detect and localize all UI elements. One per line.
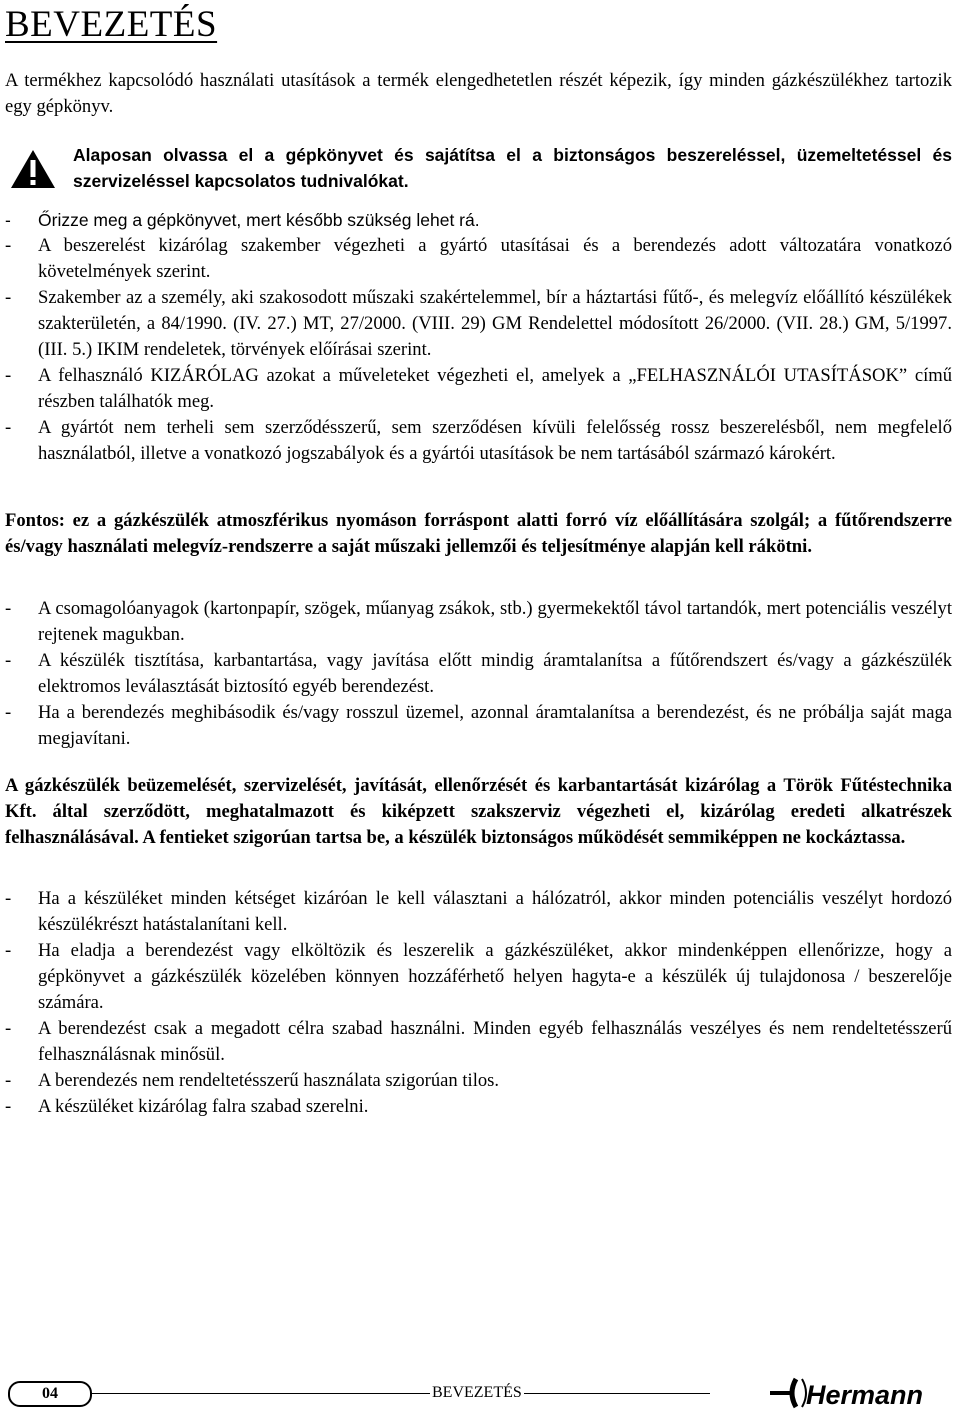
page-title: BEVEZETÉS xyxy=(5,4,218,45)
list-item: - Ha eladja a berendezést vagy elköltözik és leszerelik a gázkészüléket, akkor mindenképpen ellenőrizze, hogy a gépkönyvet a gázkészülék közelében könnyen hozzáférhető helyen hagyta-e a készülék új tulajdonosa / beszerelője számára. xyxy=(5,940,952,1013)
warning-triangle-icon xyxy=(10,148,56,190)
list-safety xyxy=(5,596,952,752)
list-item: - Szakember az a személy, aki szakosodott műszaki szakértelemmel, bír a háztartási fűtő-, és melegvíz előállító készülékek szakterületén, a 84/1990. (IV. 27.) MT, 27/2000. (VIII. 29) GM Rendelettel módosított 26/2000. (VII. 28.) GM, 5/1997. (III. 5.) IKIM rendeletek, törvények előírásai szerint. xyxy=(5,287,952,360)
list-item: - Ha a készüléket minden kétséget kizáróan le kell választani a hálózatról, akkor minden potenciális veszélyt hordozó készülékrészt hatástalanítani kell. xyxy=(5,888,952,935)
list-item: - Ha a berendezés meghibásodik és/vagy rosszul üzemel, azonnal áramtalanítsa a berendezést, és ne próbálja saját maga megjavítani. xyxy=(5,702,952,749)
list-general xyxy=(5,207,952,467)
intro-paragraph: A termékhez kapcsolódó használati utasítások a termék elengedhetetlen részét képezik, így minden gázkészülékhez tartozik egy gépkönyv. xyxy=(5,70,952,117)
footer-section-title: BEVEZETÉS xyxy=(432,1384,522,1401)
list-item: - A berendezés nem rendeltetésszerű használata szigorúan tilos. xyxy=(5,1070,500,1091)
page-footer xyxy=(0,1375,960,1411)
footer-rule xyxy=(92,1393,710,1394)
list-item: - A berendezést csak a megadott célra szabad használni. Minden egyéb felhasználás veszélyes és nem rendeltetésszerű felhasználásnak minősül. xyxy=(5,1018,952,1065)
list-item: - A készüléket kizárólag falra szabad szerelni. xyxy=(5,1096,369,1117)
list-item: - Őrizze meg a gépkönyvet, mert később szükség lehet rá. xyxy=(5,210,480,230)
list-usage xyxy=(5,886,952,1120)
svg-text:Hermann: Hermann xyxy=(806,1380,924,1409)
service-notice: A gázkészülék beüzemelését, szervizelését, javítását, ellenőrzését és karbantartását kizárólag a Török Fűtéstechnika Kft. által szerződött, meghatalmazott és kiképzett szakszerviz végezheti el, kizárólag eredeti alkatrészek felhasználásával. A fentieket szigorúan tartsa be, a készülék biztonságos működését semmiképpen ne kockáztassa. xyxy=(5,775,952,848)
page-number: 04 xyxy=(8,1381,92,1407)
list-item: - A felhasználó KIZÁRÓLAG azokat a műveleteket végezheti el, amelyek a „FELHASZNÁLÓI UTASÍTÁSOK” című részben találhatók meg. xyxy=(5,365,952,412)
list-item: - A készülék tisztítása, karbantartása, vagy javítása előtt mindig áramtalanítsa a fűtőrendszert és/vagy a gázkészülék elektromos leválasztását biztosító egyéb berendezést. xyxy=(5,650,952,697)
list-item: - A beszerelést kizárólag szakember végezheti a gyártó utasításai és a berendezés adott változatára vonatkozó követelmények szerint. xyxy=(5,235,952,282)
important-notice: Fontos: ez a gázkészülék atmoszférikus nyomáson forráspont alatti forró víz előállítására szolgál; a fűtőrendszerre és/vagy használati melegvíz-rendszerre a saját műszaki jellemzői és teljesítménye alapján kell rákötni. xyxy=(5,510,952,557)
warning-text: Alaposan olvassa el a gépkönyvet és sajátítsa el a biztonságos beszereléssel, üzemeltetéssel és szervizeléssel kapcsolatos tudnivalókat. xyxy=(73,145,952,191)
list-item: - A csomagolóanyagok (kartonpapír, szögek, műanyag zsákok, stb.) gyermekektől távol tartandók, mert potenciális veszélyt rejtenek magukban. xyxy=(5,598,952,645)
hermann-logo xyxy=(770,1377,955,1409)
list-item: - A gyártót nem terheli sem szerződésszerű, sem szerződésen kívüli felelősség rossz beszerelésből, nem megfelelő használatból, illetve a vonatkozó jogszabályok és a gyártói utasítások be nem tartásából származó károkért. xyxy=(5,417,952,464)
